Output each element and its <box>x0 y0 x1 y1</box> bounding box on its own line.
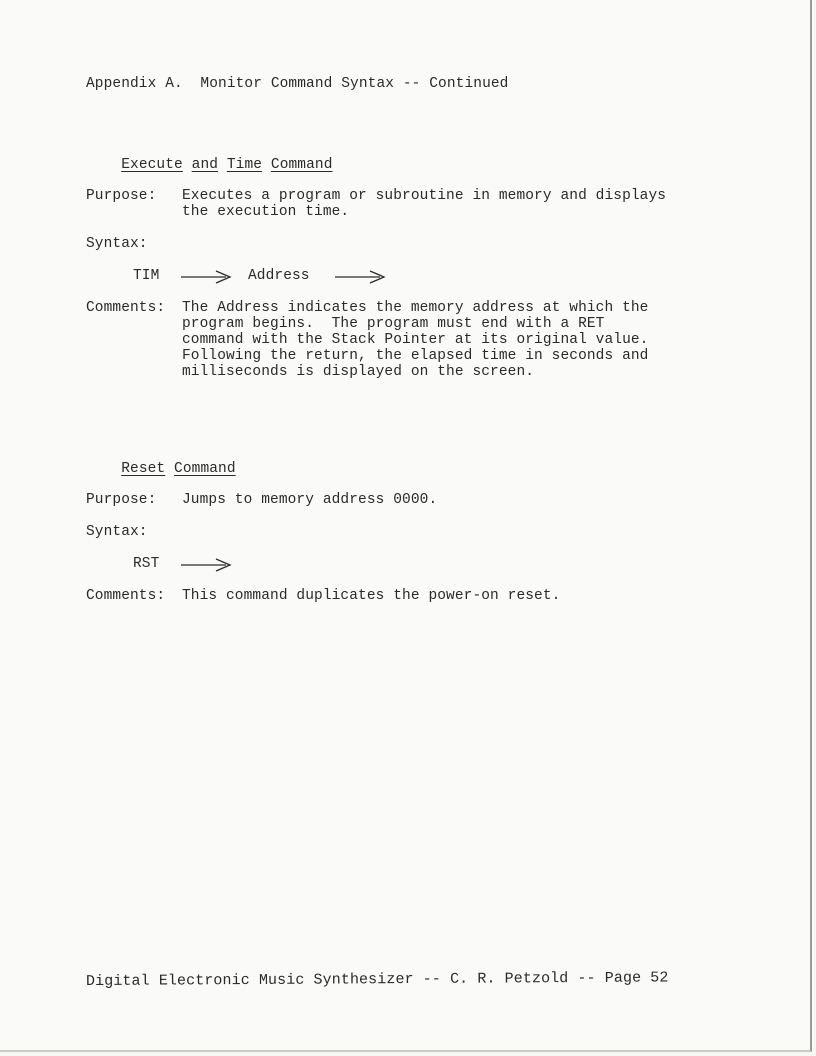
heading-word: Execute <box>121 157 183 173</box>
page-title: Appendix A. Monitor Command Syntax -- Continued <box>86 76 509 92</box>
comment-line: The Address indicates the memory address at which the <box>182 300 649 316</box>
syntax-arrow-icon <box>334 268 386 284</box>
heading-word: and <box>191 157 219 173</box>
reset-purpose-text: Jumps to memory address 0000. <box>182 492 438 508</box>
reset-syntax-label: Syntax: <box>86 524 148 540</box>
heading-word: Reset <box>121 461 166 477</box>
execute-section-heading <box>86 141 333 189</box>
syntax-arrow-icon <box>180 556 232 572</box>
heading-word: Command <box>174 461 236 477</box>
reset-section-heading <box>86 445 236 493</box>
execute-syntax-label: Syntax: <box>86 236 148 252</box>
syntax-arrow-icon <box>180 268 232 284</box>
purpose-line: Executes a program or subroutine in memory and displays <box>182 188 667 204</box>
comment-line: milliseconds is displayed on the screen. <box>182 364 535 380</box>
reset-syntax-command: RST <box>133 556 160 572</box>
execute-comments-label: Comments: <box>86 300 166 316</box>
comment-line: Following the return, the elapsed time in seconds and <box>182 348 649 364</box>
purpose-line: the execution time. <box>182 204 350 220</box>
reset-purpose-label: Purpose: <box>86 492 157 508</box>
page-footer: Digital Electronic Music Synthesizer -- C. R. Petzold -- Page 52 <box>85 969 669 990</box>
execute-syntax-param: Address <box>248 268 310 284</box>
heading-word: Command <box>270 157 333 173</box>
reset-comments-label: Comments: <box>86 588 166 604</box>
comment-line: program begins. The program must end with a RET <box>182 316 605 332</box>
heading-word: Time <box>226 157 263 173</box>
execute-purpose-label: Purpose: <box>86 188 157 204</box>
execute-purpose-text <box>182 188 666 220</box>
comment-line: command with the Stack Pointer at its original value. <box>182 332 649 348</box>
execute-syntax-command: TIM <box>133 268 160 284</box>
execute-comments-text <box>182 300 648 380</box>
reset-comments-text: This command duplicates the power-on reset. <box>182 588 561 604</box>
